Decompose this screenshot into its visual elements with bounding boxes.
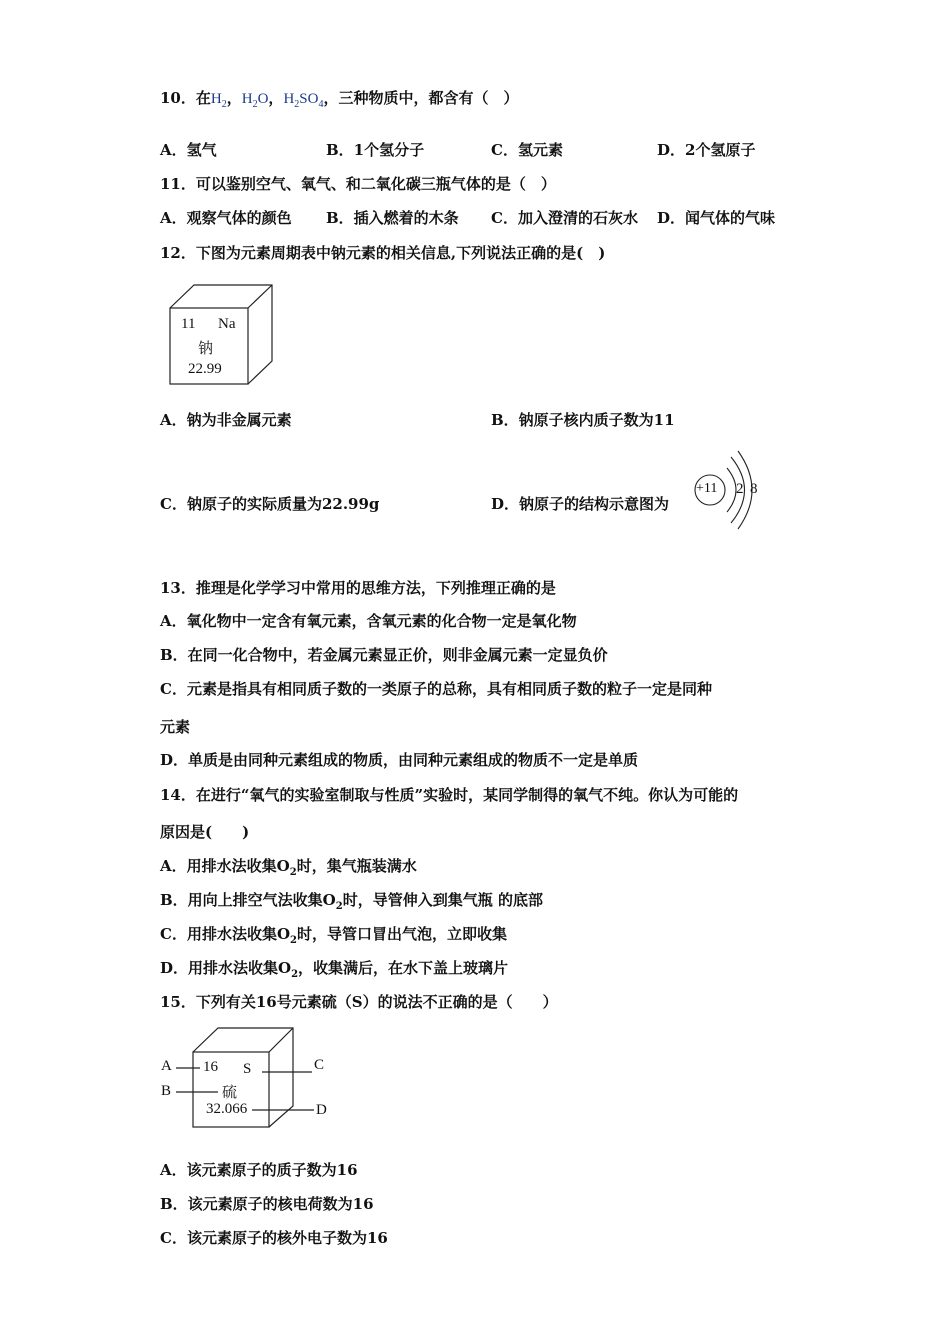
q11-stem: 11．可以鉴别空气、氧气、和二氧化碳三瓶气体的是（ ） xyxy=(160,175,556,193)
sulfur-atomic-number: 16 xyxy=(203,1059,218,1075)
q13-stem: 13．推理是化学学习中常用的思维方法，下列推理正确的是 xyxy=(160,579,556,597)
q15-option-a: A．该元素原子的质子数为16 xyxy=(160,1161,358,1179)
atom-nucleus-charge: +11 xyxy=(696,481,718,496)
q12-option-a: A．钠为非金属元素 xyxy=(160,411,292,429)
q11-option-c: C．加入澄清的石灰水 xyxy=(491,209,638,227)
q10-stem: 10．在$H_2$，$H_2O$，$H_2SO_4$，三种物质中，都含有（ ） xyxy=(160,89,519,110)
sulfur-name: 硫 xyxy=(222,1085,238,1101)
sulfur-label-d: D xyxy=(316,1102,327,1118)
formula-h2so4: $H_2SO_4$ xyxy=(283,91,324,110)
q13-option-b: B．在同一化合物中，若金属元素显正价，则非金属元素一定显负价 xyxy=(160,646,608,664)
q13-option-d: D．单质是由同种元素组成的物质，由同种元素组成的物质不一定是单质 xyxy=(160,751,639,769)
q11-option-b: B．插入燃着的木条 xyxy=(326,209,459,227)
q10-option-d: D．2个氢原子 xyxy=(657,141,756,159)
sulfur-label-b: B xyxy=(161,1083,172,1099)
sulfur-symbol: S xyxy=(243,1061,252,1077)
sulfur-mass: 32.066 xyxy=(206,1101,248,1117)
q12-option-d: D．钠原子的结构示意图为 xyxy=(491,495,670,513)
q12-stem: 12．下图为元素周期表中钠元素的相关信息,下列说法正确的是( ) xyxy=(160,244,606,262)
q13-option-c-line1: C．元素是指具有相同质子数的一类原子的总称，具有相同质子数的粒子一定是同种 xyxy=(160,680,712,698)
q15-stem: 15．下列有关16号元素硫（S）的说法不正确的是（ ） xyxy=(160,993,558,1011)
atom-shell-1-electrons: 2 xyxy=(736,481,744,497)
q14-option-a: A．用排水法收集$O_2$时，集气瓶装满水 xyxy=(160,857,417,878)
q14-stem-line1: 14．在进行“氧气的实验室制取与性质”实验时，某同学制得的氧气不纯。你认为可能的 xyxy=(160,786,739,804)
formula-h2o: $H_2O$ xyxy=(241,91,269,110)
sulfur-label-a: A xyxy=(161,1058,172,1074)
q13-option-a: A．氧化物中一定含有氧元素，含氧元素的化合物一定是氧化物 xyxy=(160,612,577,630)
q12-option-b: B．钠原子核内质子数为11 xyxy=(491,411,675,429)
q15-option-c: C．该元素原子的核外电子数为16 xyxy=(160,1229,388,1247)
sodium-atomic-number: 11 xyxy=(181,316,196,332)
q14-option-b: B．用向上排空气法收集$O_2$时，导管伸入到集气瓶 的底部 xyxy=(160,891,543,912)
q14-option-d: D．用排水法收集$O_2$，收集满后，在水下盖上玻璃片 xyxy=(160,959,509,980)
q14-stem-line2: 原因是( ) xyxy=(160,823,250,841)
q10-option-a: A．氢气 xyxy=(160,141,217,159)
sulfur-label-c: C xyxy=(314,1057,325,1073)
q12-option-c: C．钠原子的实际质量为22.99g xyxy=(160,495,380,513)
q10-stem-suffix: ，三种物质中，都含有（ ） xyxy=(323,89,519,107)
atom-shell-2-electrons: 8 xyxy=(750,481,758,497)
sodium-mass: 22.99 xyxy=(188,361,222,377)
q10-option-c: C．氢元素 xyxy=(491,141,563,159)
sodium-symbol: Na xyxy=(218,316,236,332)
formula-h2: $H_2$ xyxy=(210,91,227,110)
q15-option-b: B．该元素原子的核电荷数为16 xyxy=(160,1195,374,1213)
sodium-name: 钠 xyxy=(198,341,214,357)
q13-option-c-line2: 元素 xyxy=(160,718,191,736)
q11-option-d: D．闻气体的气味 xyxy=(657,209,776,227)
q10-option-b: B．1个氢分子 xyxy=(326,141,425,159)
q11-option-a: A．观察气体的颜色 xyxy=(160,209,292,227)
q14-option-c: C．用排水法收集$O_2$时，导管口冒出气泡，立即收集 xyxy=(160,925,507,946)
q10-stem-prefix: 10．在 xyxy=(160,89,211,107)
